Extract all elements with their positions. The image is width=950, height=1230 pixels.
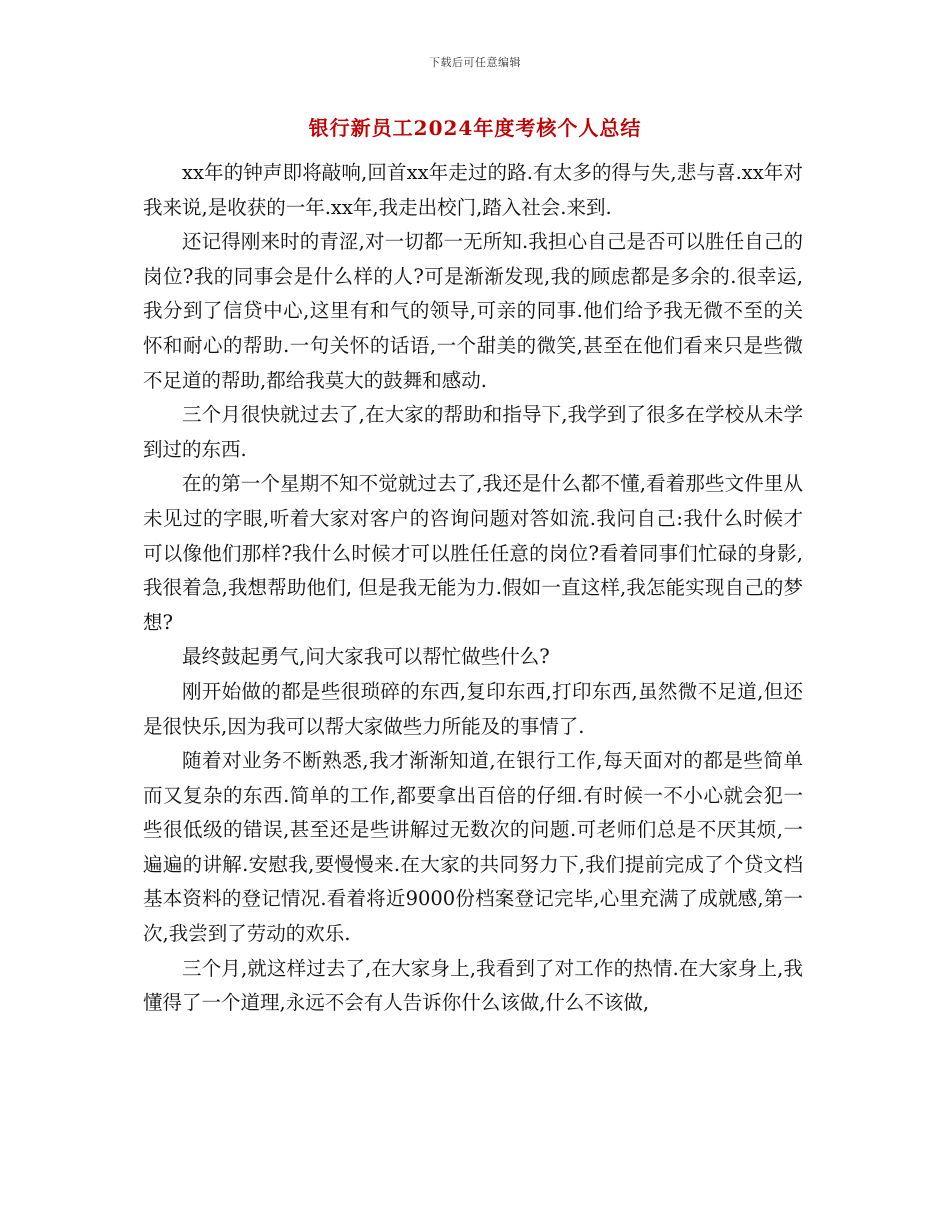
paragraph: 最终鼓起勇气,问大家我可以帮忙做些什么? xyxy=(182,645,550,669)
document-title: 银行新员工2024年度考核个人总结 xyxy=(308,116,642,140)
document-body xyxy=(143,156,803,1021)
paragraph: 三个月很快就过去了,在大家的帮助和指导下,我学到了很多在学校从未学到过的东西. xyxy=(143,403,803,461)
paragraph: 在的第一个星期不知不觉就过去了,我还是什么都不懂,看着那些文件里从未见过的字眼,听着大家对客户的咨询问题对答如流.我问自己:我什么时候才可以像他们那样?我什么时候才可以胜任任意的岗位?看着同事们忙碌的身影,我很着急,我想帮助他们, 但是我无能为力.假如一直这样,我怎能实现自己的梦想? xyxy=(143,472,803,634)
paragraph: 刚开始做的都是些很琐碎的东西,复印东西,打印东西,虽然微不足道,但还是很快乐,因为我可以帮大家做些力所能及的事情了. xyxy=(143,679,803,738)
paragraph: xx年的钟声即将敲响,回首xx年走过的路.有太多的得与失,悲与喜.xx年对我来说,是收获的一年.xx年,我走出校门,踏入社会.来到. xyxy=(143,161,803,219)
paragraph: 还记得刚来时的青涩,对一切都一无所知.我担心自己是否可以胜任自己的岗位?我的同事会是什么样的人?可是渐渐发现,我的顾虑都是多余的.很幸运,我分到了信贷中心,这里有和气的领导,可亲的同事.他们给予我无微不至的关怀和耐心的帮助.一句关怀的话语,一个甜美的微笑,甚至在他们看来只是些微不足道的帮助,都给我莫大的鼓舞和感动. xyxy=(143,230,803,392)
header-note: 下载后可任意编辑 xyxy=(429,56,521,69)
paragraph: 随着对业务不断熟悉,我才渐渐知道,在银行工作,每天面对的都是些简单而又复杂的东西.简单的工作,都要拿出百倍的仔细.有时候一不小心就会犯一些很低级的错误,甚至还是些讲解过无数次的问题.可老师们总是不厌其烦,一遍遍的讲解.安慰我,要慢慢来.在大家的共同努力下,我们提前完成了个贷文档基本资料的登记情况.看着将近9000份档案登记完毕,心里充满了成就感,第一次,我尝到了劳动的欢乐. xyxy=(143,749,803,946)
paragraph: 三个月,就这样过去了,在大家身上,我看到了对工作的热情.在大家身上,我懂得了一个道理,永远不会有人告诉你什么该做,什么不该做, xyxy=(143,956,803,1015)
